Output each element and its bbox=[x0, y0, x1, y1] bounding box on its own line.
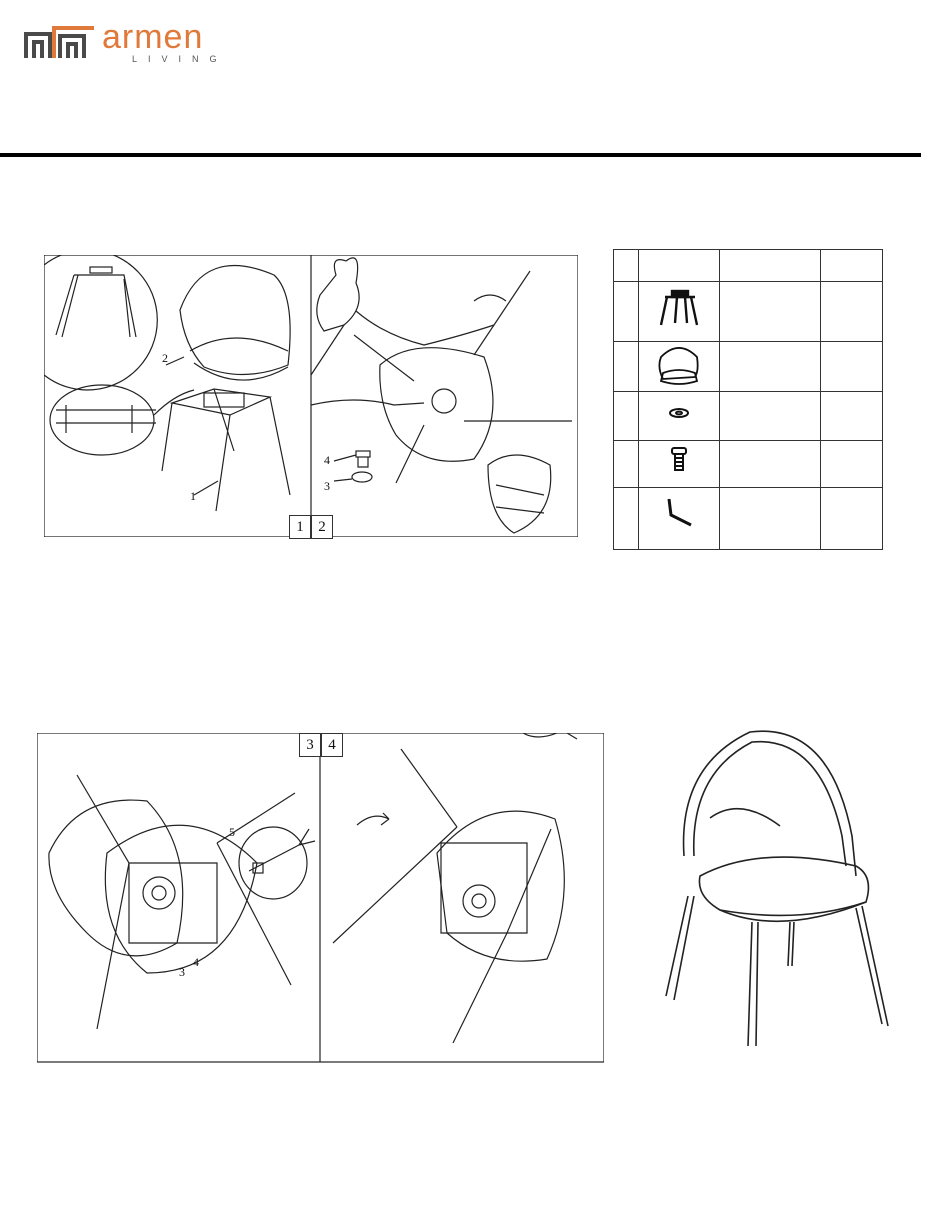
step-number-2: 2 bbox=[311, 515, 333, 539]
steps-3-4-illustration bbox=[37, 733, 604, 1063]
finished-chair-illustration bbox=[660, 726, 890, 1052]
step-number-1: 1 bbox=[289, 515, 311, 539]
callout-5: 5 bbox=[229, 825, 235, 839]
leg-frame-icon bbox=[639, 282, 720, 342]
brand-tagline: LIVING bbox=[132, 54, 228, 64]
bolt-icon bbox=[639, 441, 720, 488]
callout-3b: 3 bbox=[179, 965, 185, 979]
parts-row bbox=[614, 488, 883, 550]
callout-4b: 4 bbox=[193, 955, 199, 969]
steps-1-2-panel bbox=[44, 255, 578, 537]
parts-row bbox=[614, 282, 883, 342]
steps-3-4-panel bbox=[37, 733, 604, 1063]
allen-key-icon bbox=[639, 488, 720, 550]
steps-1-2-illustration bbox=[44, 255, 578, 537]
callout-1: 1 bbox=[190, 489, 196, 503]
step-number-3: 3 bbox=[299, 733, 321, 757]
header-rule bbox=[0, 153, 921, 157]
callout-3: 3 bbox=[324, 479, 330, 493]
parts-row bbox=[614, 392, 883, 441]
parts-list-table bbox=[613, 249, 883, 550]
seat-shell-icon bbox=[639, 342, 720, 392]
assembled-chair-icon bbox=[660, 726, 890, 1052]
parts-row bbox=[614, 342, 883, 392]
parts-header-row bbox=[614, 250, 883, 282]
callout-2: 2 bbox=[162, 351, 168, 365]
washer-icon bbox=[639, 392, 720, 441]
brand-logo bbox=[24, 20, 234, 68]
logo-mark-icon bbox=[24, 20, 96, 60]
callout-4: 4 bbox=[324, 453, 330, 467]
brand-name: armen bbox=[102, 18, 204, 56]
parts-row bbox=[614, 441, 883, 488]
step-number-4: 4 bbox=[321, 733, 343, 757]
